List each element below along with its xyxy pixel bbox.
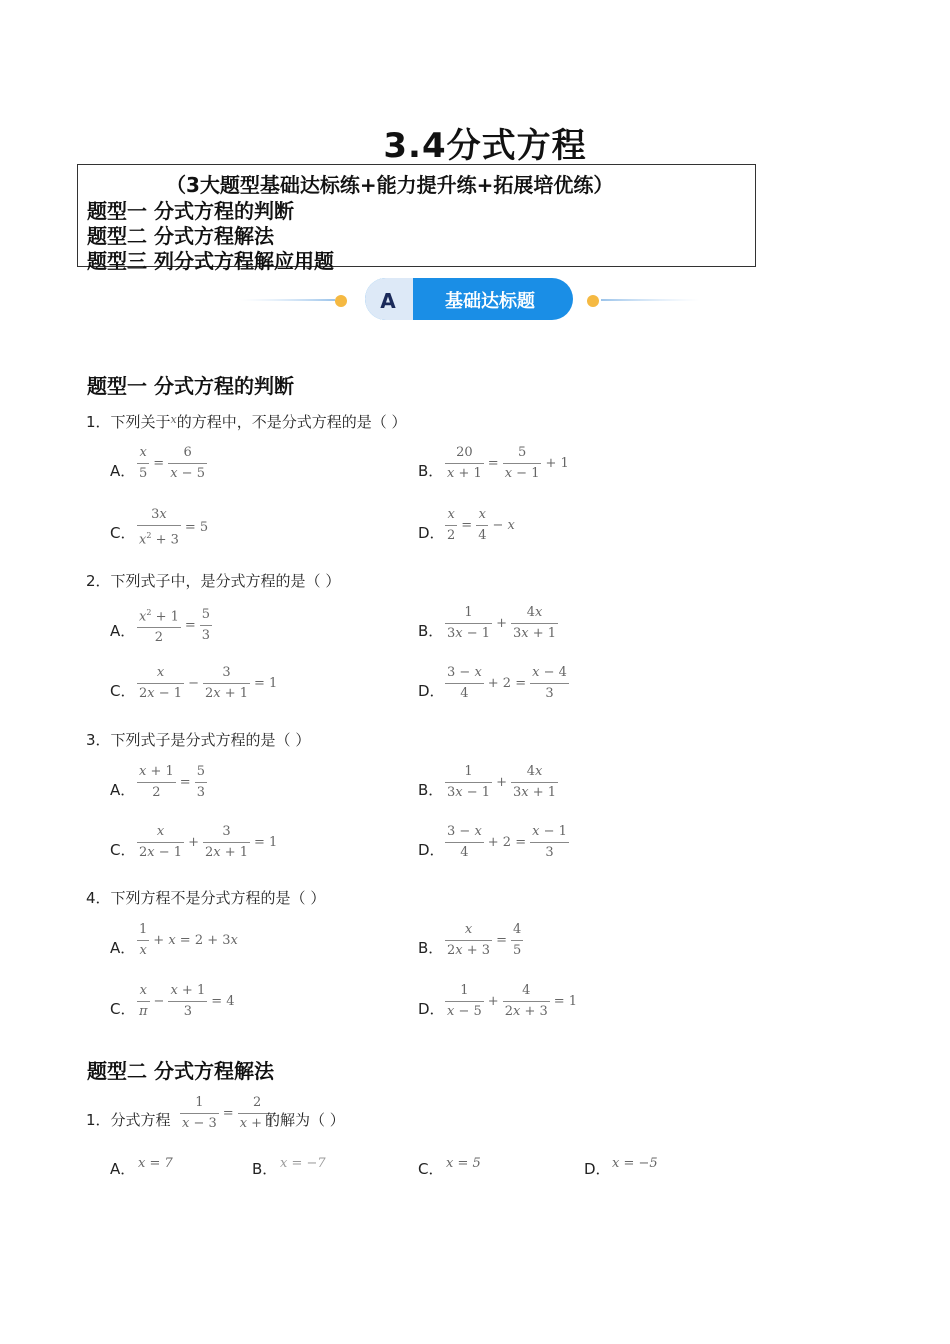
option-math[interactable]: $\frac{x}{2}$ = $\frac{x}{4}$ − x (447, 507, 515, 543)
option-label[interactable]: D． (418, 1000, 445, 1018)
option-math[interactable]: $\frac{3 - x}{4}$ + 2 = $\frac{x - 1}{3}$ (447, 824, 567, 860)
option-math[interactable]: $\frac{1}{3x - 1}$ + $\frac{4x}{3x + 1}$ (447, 605, 557, 641)
option-math[interactable]: $\frac{x}{2x - 1}$ − $\frac{3}{2x + 1}$ = 1 (139, 665, 278, 701)
option-math[interactable]: $\frac{x + 1}{2}$ = $\frac{5}{3}$ (139, 764, 205, 800)
table-of-contents (77, 164, 756, 273)
question-text: 的解为（ ） (265, 1111, 345, 1129)
option-math[interactable]: $\frac{3 - x}{4}$ + 2 = $\frac{x - 4}{3}$ (447, 665, 567, 701)
option-label[interactable]: A． (110, 622, 136, 640)
question-3: 3．下列式子是分式方程的是（ ） (86, 731, 311, 749)
banner-letter: A (380, 289, 396, 313)
question-1 (86, 411, 407, 432)
banner-line-left (240, 299, 335, 301)
option-label[interactable]: B． (418, 622, 444, 640)
question-text: 1．分式方程 (86, 1111, 171, 1129)
option-label[interactable]: C． (110, 1000, 136, 1018)
toc-item: 题型三 列分式方程解应用题 (87, 249, 334, 273)
answer-option[interactable]: x = 5 (446, 1156, 481, 1171)
option-math[interactable]: $\frac{x^2 + 1}{2}$ = $\frac{5}{3}$ (135, 603, 214, 648)
option-label[interactable]: A． (110, 781, 136, 799)
toc-item: 题型二 分式方程解法 (87, 224, 274, 248)
option-label[interactable]: A． (110, 462, 136, 480)
section-heading: 题型二 分式方程解法 (87, 1059, 274, 1083)
section-banner (240, 276, 700, 324)
option-label[interactable]: D． (418, 841, 445, 859)
answer-option[interactable]: x = −7 (280, 1156, 326, 1171)
option-label[interactable]: C． (418, 1160, 444, 1178)
question-2: 2．下列式子中，是分式方程的是（ ） (86, 572, 341, 590)
answer-option[interactable]: x = −5 (612, 1156, 658, 1171)
toc-item: 题型一 分式方程的判断 (87, 199, 294, 223)
section-heading: 题型一 分式方程的判断 (87, 374, 294, 398)
option-label[interactable]: D． (418, 682, 445, 700)
option-label[interactable]: B． (252, 1160, 278, 1178)
option-math[interactable]: $\frac{1}{3x - 1}$ + $\frac{4x}{3x + 1}$ (447, 764, 557, 800)
option-math[interactable]: $\frac{1}{x - 5}$ + $\frac{4}{2x + 3}$ = 1 (447, 983, 578, 1019)
question-text: 的方程中，不是分式方程的是（ ） (176, 413, 407, 431)
banner-line-right (601, 299, 700, 301)
question-variable: x (170, 413, 177, 426)
banner-label: 基础达标题 (445, 291, 535, 312)
option-math[interactable]: $\frac{1}{x}$ + x = 2 + 3x (139, 922, 238, 958)
option-math[interactable]: $\frac{x}{2x - 1}$ + $\frac{3}{2x + 1}$ = 1 (139, 824, 278, 860)
option-label[interactable]: B． (418, 781, 444, 799)
option-label[interactable]: B． (418, 939, 444, 957)
option-label[interactable]: B． (418, 462, 444, 480)
question-4: 4．下列方程不是分式方程的是（ ） (86, 889, 326, 907)
question-equation: $\frac{1}{x - 3}$ = $\frac{2}{x + 1}$ (182, 1095, 275, 1131)
option-math[interactable]: $\frac{x}{2x + 3}$ = $\frac{4}{5}$ (447, 922, 522, 958)
question-text: 1．下列关于 (86, 413, 171, 431)
option-math[interactable]: $\frac{3x}{x^2 + 3}$ = 5 (139, 507, 209, 548)
option-label[interactable]: A． (110, 939, 136, 957)
option-math[interactable]: $\frac{x}{5}$ = $\frac{6}{x - 5}$ (139, 445, 205, 481)
option-label[interactable]: C． (110, 841, 136, 859)
option-label[interactable]: C． (110, 524, 136, 542)
toc-subtitle: （3大题型基础达标练+能力提升练+拓展培优练） (166, 173, 614, 197)
option-math[interactable]: $\frac{x}{\pi}$ − $\frac{x + 1}{3}$ = 4 (139, 983, 235, 1019)
question-1 (86, 1109, 171, 1130)
option-label[interactable]: D． (418, 524, 445, 542)
option-label[interactable]: C． (110, 682, 136, 700)
banner-dot-right (587, 295, 599, 307)
option-label[interactable]: D． (584, 1160, 611, 1178)
page-title: 3.4分式方程 (383, 126, 587, 166)
option-math[interactable]: $\frac{20}{x + 1}$ = $\frac{5}{x - 1}$ + 1 (447, 445, 569, 481)
answer-option[interactable]: x = 7 (138, 1156, 173, 1171)
banner-dot-left (335, 295, 347, 307)
option-label[interactable]: A． (110, 1160, 136, 1178)
